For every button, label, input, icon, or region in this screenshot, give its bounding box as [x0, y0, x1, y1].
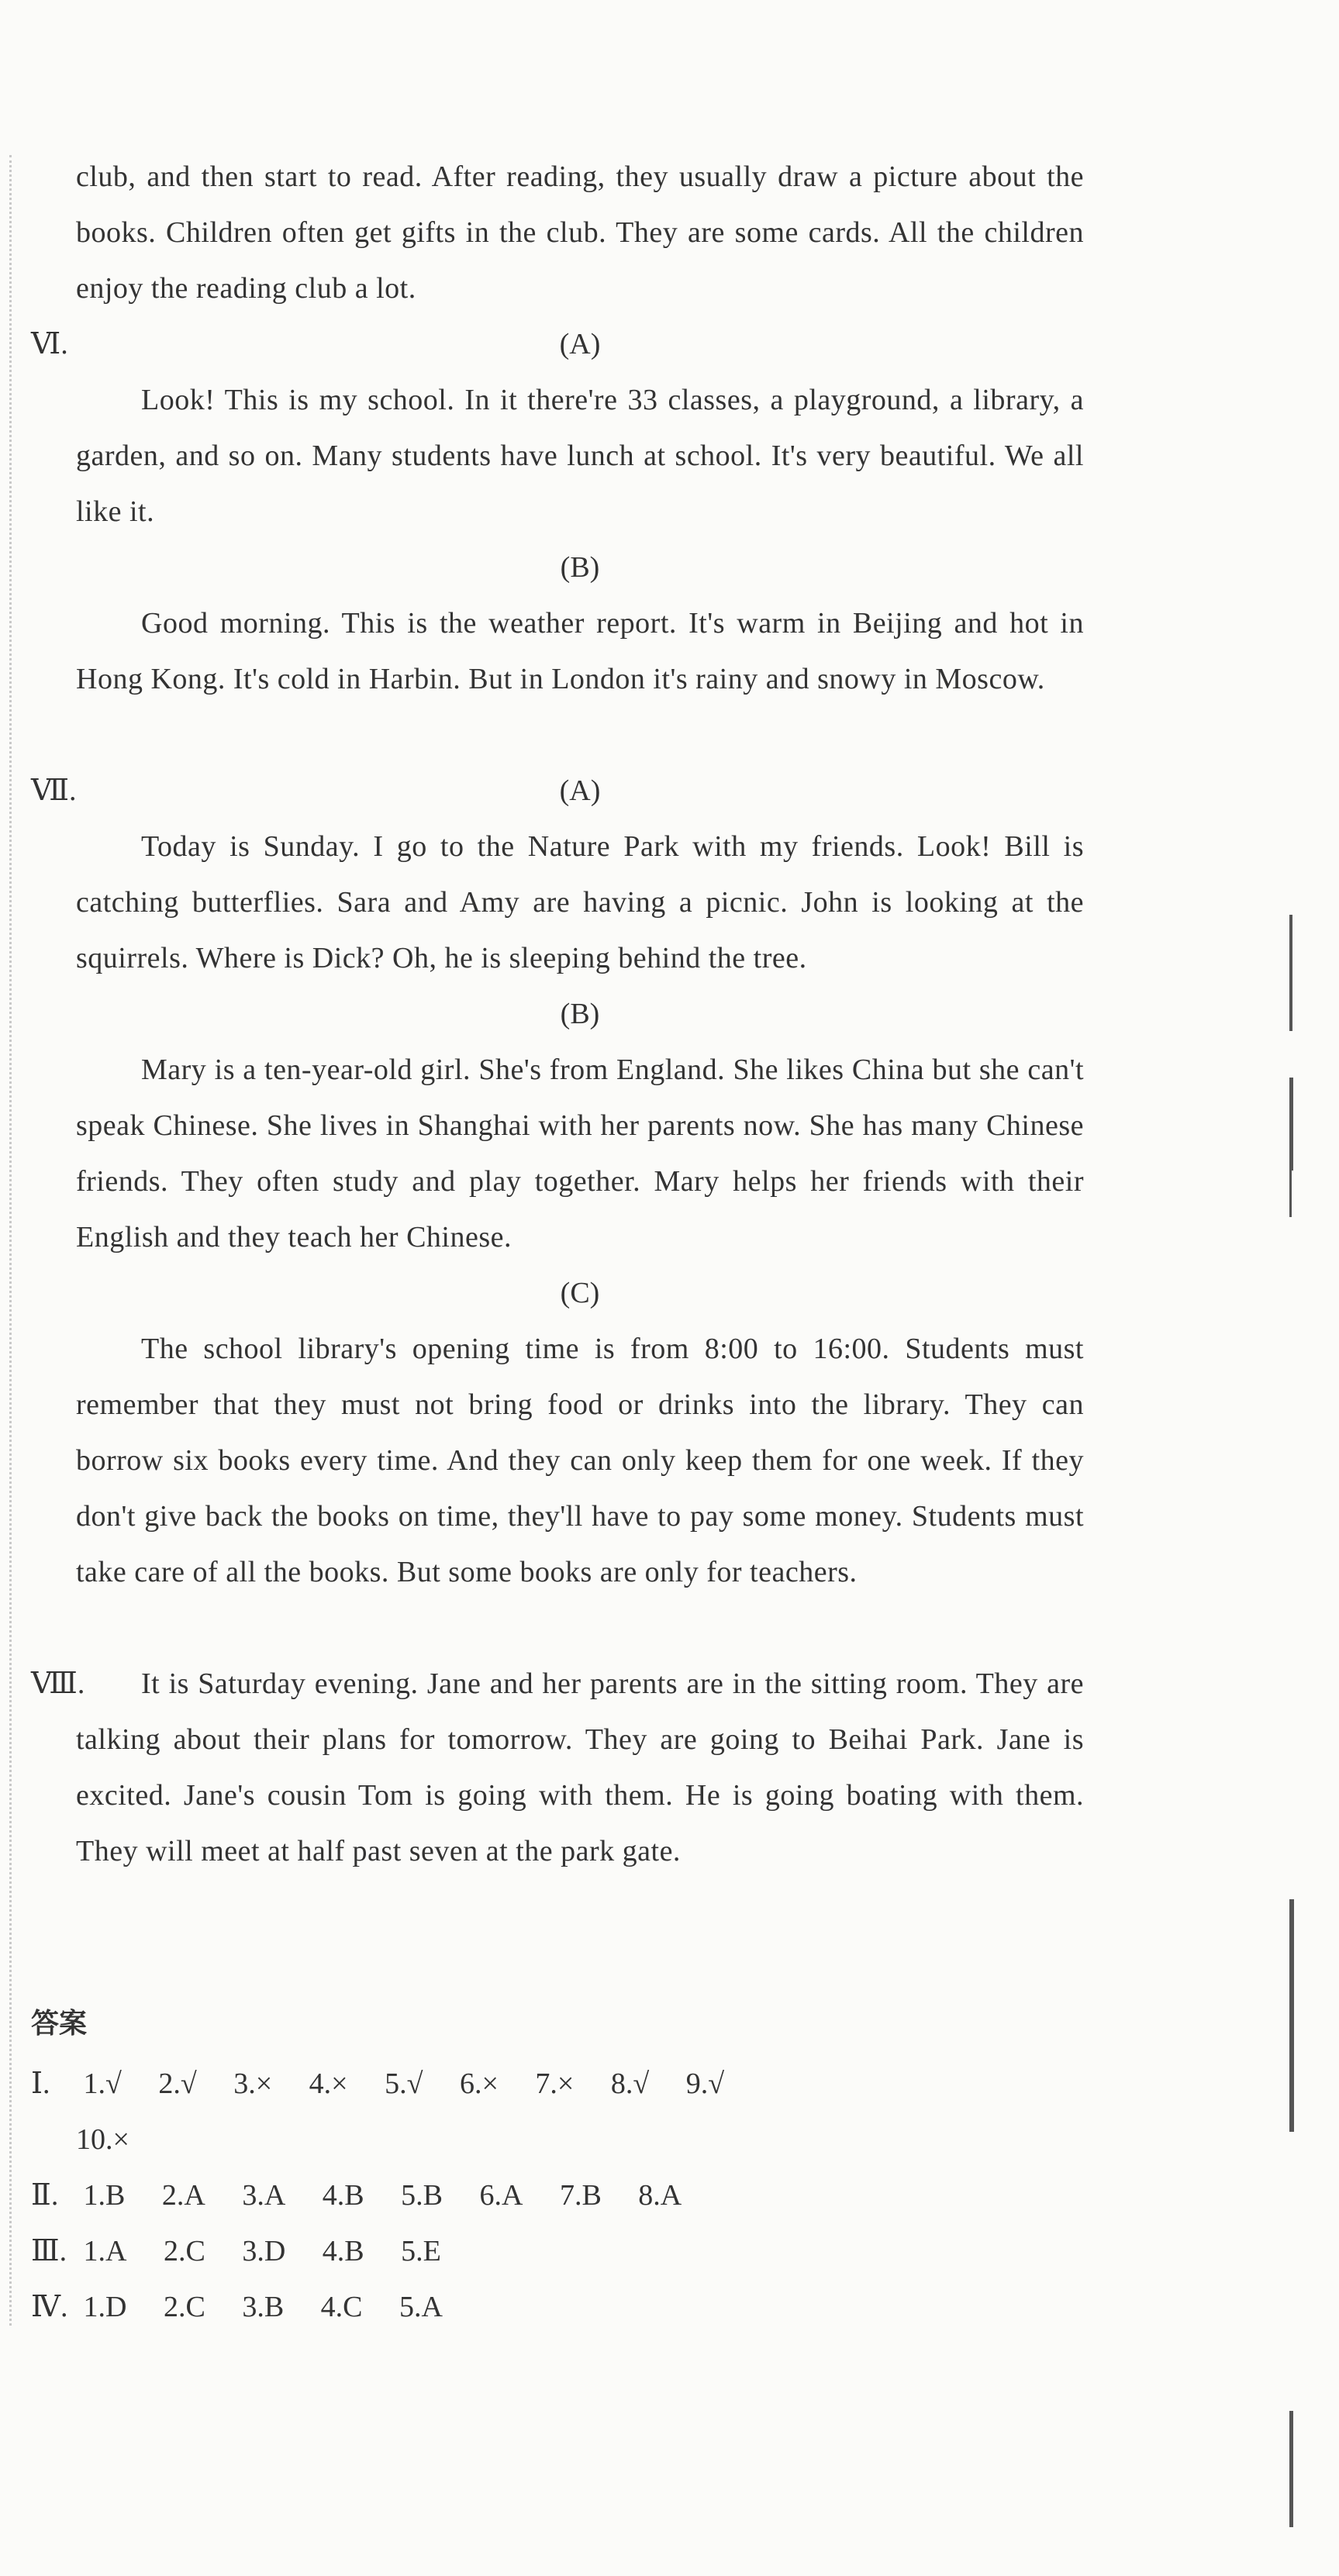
section-7-a-text: Today is Sunday. I go to the Nature Park with my friends. Look! Bill is catching butterflies. Sara and Amy are having a picnic. John is looking at the squirrels. Where is Dick? Oh, he is sleeping behind the tree.	[76, 830, 1084, 974]
answer-row-2	[31, 2167, 711, 2223]
section-7-c-passage	[76, 1321, 1084, 1600]
continuation-text: club, and then start to read. After reading, they usually draw a picture about the books. Children often get gifts in the club. They are some cards. All the children enjoy the reading club a lot.	[76, 160, 1084, 305]
section-8-numeral: Ⅷ.	[31, 1667, 85, 1700]
answer-row-1-numeral: Ⅰ.	[31, 2067, 50, 2100]
answer-item: 2.√	[158, 2067, 197, 2100]
section-6-b-text: Good morning. This is the weather report. It's warm in Beijing and hot in Hong Kong. It's cold in Harbin. But in London it's rainy and snowy in Moscow.	[76, 607, 1084, 695]
answer-row-2-numeral: Ⅱ.	[31, 2179, 59, 2212]
section-8-text: It is Saturday evening. Jane and her parents are in the sitting room. They are talking about their plans for tomorrow. They are going to Beihai Park. Jane is excited. Jane's cousin Tom is going with them. He is going boating with them. They will meet at half past seven at the park gate.	[76, 1667, 1084, 1867]
scan-edge-mark	[1289, 1899, 1294, 2132]
answer-row-4	[31, 2279, 472, 2335]
section-6-a-passage	[76, 372, 1084, 540]
section-7-c-text: The school library's opening time is from 8:00 to 16:00. Students must remember that they must not bring food or drinks into the library. They can borrow six books every time. And they can only keep them for one week. If they don't give back the books on time, they'll have to pay some money. Students must take care of all the books. But some books are only for teachers.	[76, 1333, 1084, 1588]
scan-edge-mark	[1289, 915, 1292, 1031]
answer-item: 2.C	[163, 2235, 205, 2267]
answer-item: 1.B	[83, 2179, 126, 2212]
answer-item: 4.×	[309, 2067, 348, 2100]
answer-item: 8.√	[610, 2067, 650, 2100]
answer-item: 1.√	[83, 2067, 122, 2100]
scan-edge-mark	[1289, 2411, 1293, 2527]
binding-dotted-line	[9, 155, 12, 2326]
section-7-b-passage	[76, 1042, 1084, 1265]
section-7-a-label: (A)	[559, 774, 601, 807]
answer-row-3	[31, 2223, 471, 2279]
continuation-paragraph	[76, 149, 1084, 316]
section-6-a-label: (A)	[559, 328, 601, 360]
answer-row-1	[31, 2056, 754, 2112]
answer-item: 10.×	[76, 2123, 129, 2156]
answer-item: 5.√	[385, 2067, 423, 2100]
scan-edge-mark	[1289, 1171, 1292, 1217]
section-6-b-label: (B)	[560, 551, 600, 584]
section-7-a-passage	[76, 819, 1084, 986]
scan-edge-mark	[1289, 1078, 1293, 1171]
answer-item: 4.C	[320, 2291, 363, 2323]
answer-item: 6.A	[479, 2179, 523, 2212]
answer-item: 7.×	[535, 2067, 575, 2100]
answer-item: 5.E	[401, 2235, 441, 2267]
answer-item: 9.√	[685, 2067, 725, 2100]
section-7-c-label: (C)	[560, 1277, 600, 1309]
answer-item: 8.A	[638, 2179, 682, 2212]
answer-item: 3.×	[233, 2067, 273, 2100]
answer-item: 4.B	[322, 2179, 364, 2212]
section-6-numeral: Ⅵ.	[31, 328, 68, 360]
answer-item: 1.D	[83, 2291, 127, 2323]
answer-row-3-numeral: Ⅲ.	[31, 2235, 67, 2267]
answer-item: 3.D	[242, 2235, 286, 2267]
answer-item: 5.B	[401, 2179, 443, 2212]
section-7-numeral: Ⅶ.	[31, 774, 77, 807]
answer-item: 7.B	[559, 2179, 602, 2212]
answer-item: 2.A	[161, 2179, 205, 2212]
answer-item: 3.B	[242, 2291, 285, 2323]
section-7-b-text: Mary is a ten-year-old girl. She's from England. She likes China but she can't speak Chinese. She lives in Shanghai with her parents now. She has many Chinese friends. They often study and play together. Mary helps her friends with their English and they teach her Chinese.	[76, 1054, 1084, 1254]
answer-item: 4.B	[322, 2235, 364, 2267]
answer-row-1-wrap	[76, 2112, 159, 2167]
section-6-b-passage	[76, 595, 1084, 707]
section-7-b-label: (B)	[560, 998, 600, 1030]
answer-item: 3.A	[242, 2179, 286, 2212]
answer-item: 1.A	[83, 2235, 127, 2267]
answers-heading: 答案	[31, 2008, 88, 2040]
section-8-passage	[76, 1656, 1084, 1879]
answer-item: 6.×	[459, 2067, 499, 2100]
answer-item: 2.C	[163, 2291, 205, 2323]
section-6-a-text: Look! This is my school. In it there're 33 classes, a playground, a library, a garden, and so on. Many students have lunch at school. It's very beautiful. We all like it.	[76, 384, 1084, 528]
answer-item: 5.A	[399, 2291, 443, 2323]
answer-row-4-numeral: Ⅳ.	[31, 2291, 68, 2323]
